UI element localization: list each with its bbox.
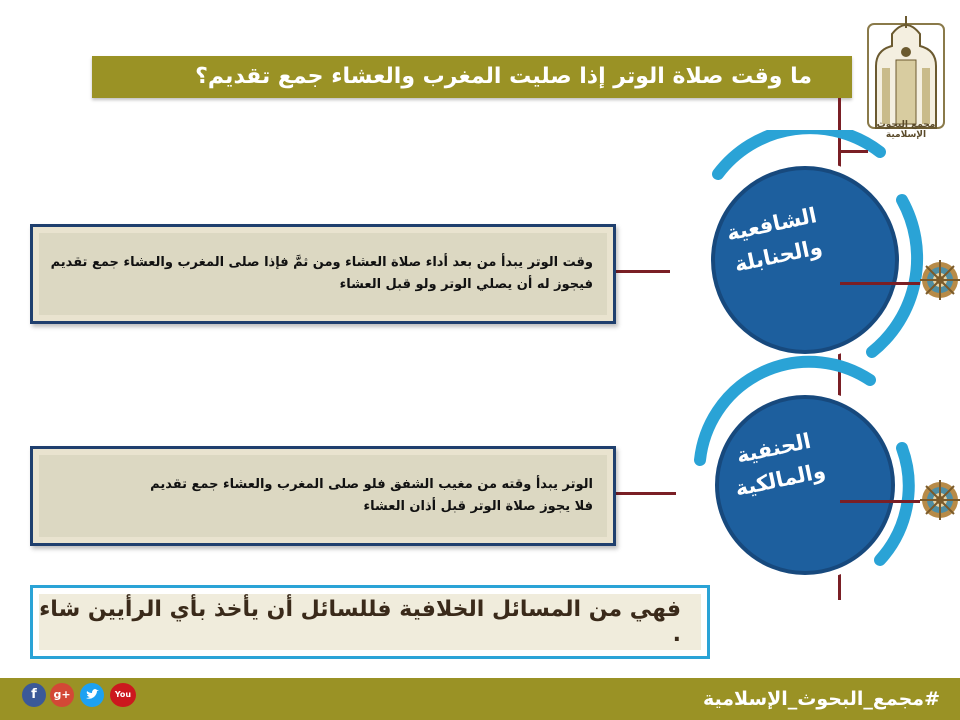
facebook-icon[interactable]: f <box>22 683 46 707</box>
badge-top-line2: والحنابلة <box>732 234 825 277</box>
footer-hashtag[interactable]: #مجمع_البحوث_الإسلامية <box>702 688 940 710</box>
logo-caption: مجمع البحوث الإسلامية <box>876 120 936 140</box>
text-box-hanafi-line1: الوتر يبدأ وقته من مغيب الشفق فلو صلى المغرب والعشاء جمع تقديم <box>150 477 593 492</box>
badge-top-label <box>710 203 840 277</box>
text-box-hanafi-line2: فلا يجوز صلاة الوتر قبل أذان العشاء <box>363 499 593 514</box>
badge-bottom-line2: والمالكية <box>733 458 828 501</box>
badge-bottom-line1: الحنفية <box>734 428 813 468</box>
twitter-icon[interactable] <box>80 683 104 707</box>
text-box-shafii-line1: وقت الوتر يبدأ من بعد أداء صلاة العشاء ومن ثمَّ فإذا صلى المغرب والعشاء جمع تقديم <box>50 255 593 270</box>
page-title: ما وقت صلاة الوتر إذا صليت المغرب والعشاء جمع تقديم؟ <box>195 64 812 89</box>
ornament-top-icon <box>920 260 960 300</box>
connector-bottom <box>614 492 676 495</box>
conclusion-box <box>30 585 710 659</box>
azhar-minaret-logo-icon <box>862 10 950 134</box>
text-box-shafii <box>30 224 616 324</box>
connector-stub-top <box>838 150 868 153</box>
google-plus-icon[interactable]: g+ <box>50 683 74 707</box>
connector-ornament-bottom <box>840 500 920 503</box>
badge-top-line1: الشافعية <box>724 203 819 246</box>
text-box-hanafi <box>30 446 616 546</box>
connector-top <box>614 270 670 273</box>
ornament-bottom-icon <box>920 480 960 520</box>
youtube-icon[interactable]: You <box>110 683 136 707</box>
text-box-shafii-line2: فيجوز له أن يصلي الوتر ولو قبل العشاء <box>339 277 593 292</box>
conclusion-text: فهي من المسائل الخلافية فللسائل أن يأخذ بأي الرأيين شاء . <box>39 597 681 647</box>
badge-bottom-label <box>712 428 842 501</box>
connector-ornament-top <box>840 282 920 285</box>
